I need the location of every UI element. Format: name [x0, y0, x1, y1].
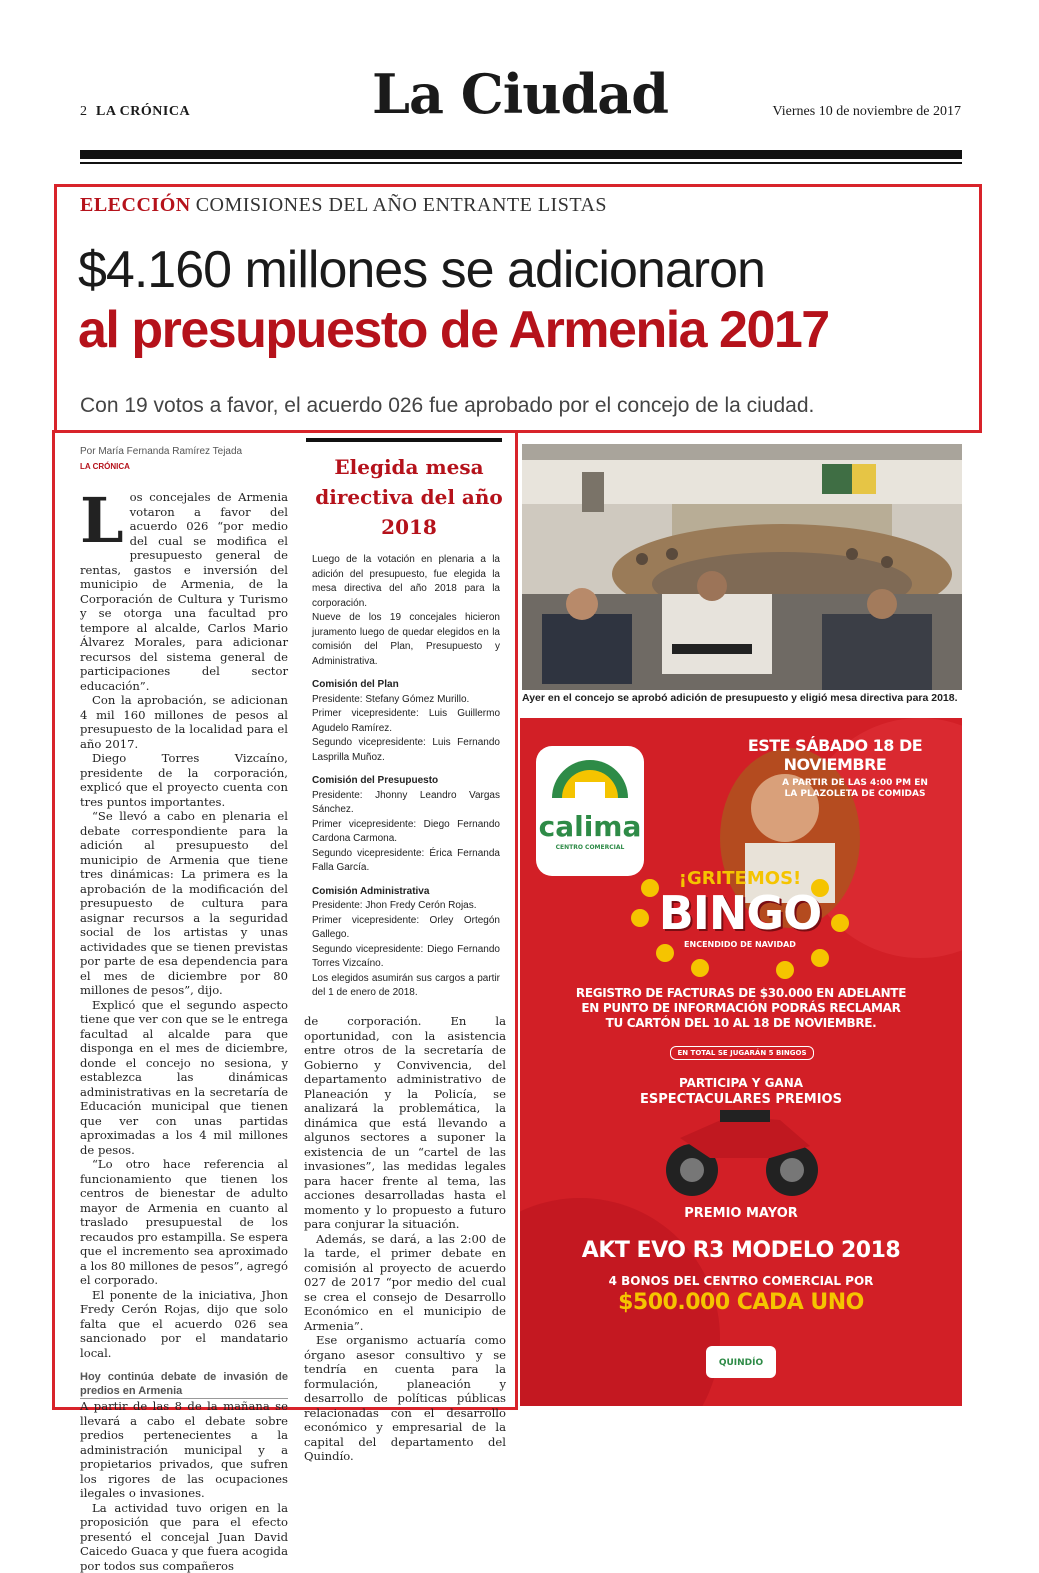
- sidebar-text: Primer vicepresidente: Orley Ortegón Gallego.: [312, 914, 500, 943]
- paragraph: Diego Torres Vizcaíno, presidente de la corporación, explicó que el proyecto cuenta con tres puntos importantes.: [80, 751, 288, 809]
- header-rule-thin: [80, 162, 962, 164]
- ad-date-line: ESTE SÁBADO 18 DE NOVIEMBRE: [720, 736, 950, 774]
- ad-bingo-sub: ENCENDIDO DE NAVIDAD: [660, 940, 820, 949]
- dropcap: L: [80, 493, 124, 549]
- subhead: Hoy continúa debate de invasión de predios en Armenia: [80, 1370, 288, 1399]
- ad-total-bingos: EN TOTAL SE JUGARÁN 5 BINGOS: [670, 1046, 814, 1060]
- ad-premio-mayor: PREMIO MAYOR: [670, 1206, 812, 1221]
- paragraph: “Lo otro hace referencia al funcionamiento que tienen los centros de bienestar de adulto mayor de Armenia en cuanto al traslado presupuestal de los recaudos pro estampilla. Se espera que el incremento sea aproximado a los 80 millones de pesos”, agregó el corporado.: [80, 1157, 288, 1288]
- paragraph: Explicó que el segundo aspecto tiene que ver con que se le entrega facultad al alcalde para que disponga en el mes de diciembre, donde el concejo no sesiona, y establezca las dinámicas administrativas en la secretaría de Educación municipal que tienen que ver con unas partidas aproximadas a los 4 mil millones de pesos.: [80, 998, 288, 1158]
- sidebar-text: Nueve de los 19 concejales hicieron juramento luego de quedar elegidos en la comisión del Plan, Presupuesto y Administrativa.: [312, 611, 500, 669]
- paragraph: Además, se dará, a las 2:00 de la tarde, el primer debate en comisión al proyecto de acuerdo 027 de 2017 “por medio del cual se crea el consejo de Desarrollo Económico en el municipio de Armenia”.: [304, 1232, 506, 1334]
- sidebar-heading: Comisión del Presupuesto: [312, 774, 500, 789]
- sidebar-rule: [306, 438, 502, 442]
- kicker-text: COMISIONES DEL AÑO ENTRANTE LISTAS: [196, 194, 607, 216]
- sidebar-text: Primer vicepresidente: Diego Fernando Cardona Carmona.: [312, 818, 500, 847]
- article-column-1: [80, 490, 288, 1573]
- sidebar-text: Segundo vicepresidente: Diego Fernando Torres Vizcaíno.: [312, 943, 500, 972]
- sidebar-text: Segundo vicepresidente: Luis Fernando Lasprilla Muñoz.: [312, 736, 500, 765]
- headline-line-2: al presupuesto de Armenia 2017: [78, 300, 829, 360]
- paragraph: Ese organismo actuaría como órgano asesor consultivo y se tendría en cuenta para la formulación, planeación y desarrollo de políticas públicas relacionadas con el desarrollo económico y empresarial de la capital del departamento del Quindío.: [304, 1333, 506, 1464]
- headline-line-1: $4.160 millones se adicionaron: [78, 240, 765, 300]
- paragraph: Los concejales de Armenia votaron a favor del acuerdo 026 “por medio del cual se modifica el presupuesto general de rentas, gastos e inversión del municipio de Armenia, de la Corporación de Cultura y Turismo y se otorga una facultad pro tempore al alcalde, Carlos Mario Álvarez Morales, para adicionar recursos del sistema general de participaciones del sector educación”.: [80, 490, 288, 693]
- paragraph: La actividad tuvo origen en la proposición que para el efecto presentó el concejal Juan David Caicedo Guaca y que fuera acogida por todos sus compañeros: [80, 1501, 288, 1573]
- byline-publication: LA CRÓNICA: [80, 462, 130, 471]
- paragraph: “Se llevó a cabo en plenaria el debate correspondiente para la adición al presupuesto del municipio de Armenia que tiene tres dinámicas: La primera es la aprobación de la modificación del presupuesto de cultura para asignar recursos a la seguridad social de los artistas y unas actividades que se tienen previstas por parte de esa dependencia para el mes de diciembre por 80 millones de pesos”, dijo.: [80, 809, 288, 998]
- section-title: La Ciudad: [300, 62, 740, 126]
- issue-date: Viernes 10 de noviembre de 2017: [773, 104, 962, 120]
- sidebar-heading: Comisión Administrativa: [312, 885, 500, 900]
- ad-sponsor-logo: QUINDÍO: [706, 1358, 776, 1368]
- ad-participa-1: PARTICIPA Y GANA: [580, 1076, 902, 1090]
- calima-bingo-advertisement: [520, 718, 962, 1406]
- ad-bonos-valor: $500.000 CADA UNO: [540, 1290, 942, 1315]
- sidebar-text: Luego de la votación en plenaria a la adición del presupuesto, fue elegida la mesa directiva del año 2018 para la corporación.: [312, 553, 500, 611]
- sidebar-text: Segundo vicepresidente: Érica Fernanda Falla García.: [312, 847, 500, 876]
- dek: Con 19 votos a favor, el acuerdo 026 fue aprobado por el concejo de la ciudad.: [80, 394, 814, 418]
- header-rule: [80, 150, 962, 159]
- sidebar-text: Presidente: Jhonny Leandro Vargas Sánchez.: [312, 789, 500, 818]
- kicker-label: ELECCIÓN: [80, 194, 191, 216]
- ad-bingo: BINGO: [630, 886, 850, 940]
- ad-moto: AKT EVO R3 MODELO 2018: [540, 1238, 942, 1263]
- paragraph: A partir de las 8 de la mañana se llevará a cabo el debate sobre predios pertenecientes a la administración municipal y a propietarios privados, que sufren los rigores de las ocupaciones ilegales o invasiones.: [80, 1399, 288, 1501]
- paragraph: de corporación. En la oportunidad, con la asistencia entre otros de la secretaría de Gobierno y Convivencia, del departamento administrativo de Planeación y la Policía, se analizará la problemática, la dinámica que está llevando a algunos sectores a suponer la existencia de un “cartel de las invasiones”, las medidas legales para hacer frente al tema, las acciones desarrolladas hasta el momento y lo propuesto a futuro para conjurar la situación.: [304, 1014, 506, 1232]
- byline: Por María Fernanda Ramírez Tejada: [80, 446, 242, 457]
- ad-brand: calima: [536, 810, 644, 843]
- kicker: [80, 194, 607, 217]
- article-column-2: [304, 1014, 506, 1464]
- ad-registration: REGISTRO DE FACTURAS DE $30.000 EN ADELANTE EN PUNTO DE INFORMACIÓN PODRÁS RECLAMAR TU CARTÓN DEL 10 AL 18 DE NOVIEMBRE.: [530, 986, 952, 1031]
- ad-brand-sub: CENTRO COMERCIAL: [536, 844, 644, 851]
- sidebar-text: Primer vicepresidente: Luis Guillermo Agudelo Ramírez.: [312, 707, 500, 736]
- paragraph: El ponente de la iniciativa, Jhon Fredy Cerón Rojas, dijo que solo falta que el acuerdo 026 sea sancionado por el mandatario local.: [80, 1288, 288, 1361]
- sidebar-text: Presidente: Stefany Gómez Murillo.: [312, 693, 500, 708]
- council-session-photo: [522, 444, 962, 690]
- publication-name: LA CRÓNICA: [96, 104, 190, 120]
- ad-gritemos: ¡GRITEMOS!: [630, 868, 850, 889]
- sidebar-text: Presidente: Jhon Fredy Cerón Rojas.: [312, 899, 500, 914]
- sidebar-title: Elegida mesa directiva del año 2018: [306, 452, 512, 542]
- paragraph: Con la aprobación, se adicionan 4 mil 160 millones de pesos al presupuesto de la localidad para el año 2017.: [80, 693, 288, 751]
- page-number: 2: [80, 104, 87, 120]
- ad-time-line: A PARTIR DE LAS 4:00 PM EN LA PLAZOLETA DE COMIDAS: [780, 778, 930, 800]
- sidebar-text: Los elegidos asumirán sus cargos a partir del 1 de enero de 2018.: [312, 972, 500, 1001]
- sidebar-heading: Comisión del Plan: [312, 678, 500, 693]
- photo-caption: Ayer en el concejo se aprobó adición de presupuesto y eligió mesa directiva para 2018.: [522, 692, 958, 704]
- sidebar-body: [312, 553, 500, 1001]
- ad-participa-2: ESPECTACULARES PREMIOS: [580, 1092, 902, 1107]
- ad-bonos: 4 BONOS DEL CENTRO COMERCIAL POR: [540, 1274, 942, 1288]
